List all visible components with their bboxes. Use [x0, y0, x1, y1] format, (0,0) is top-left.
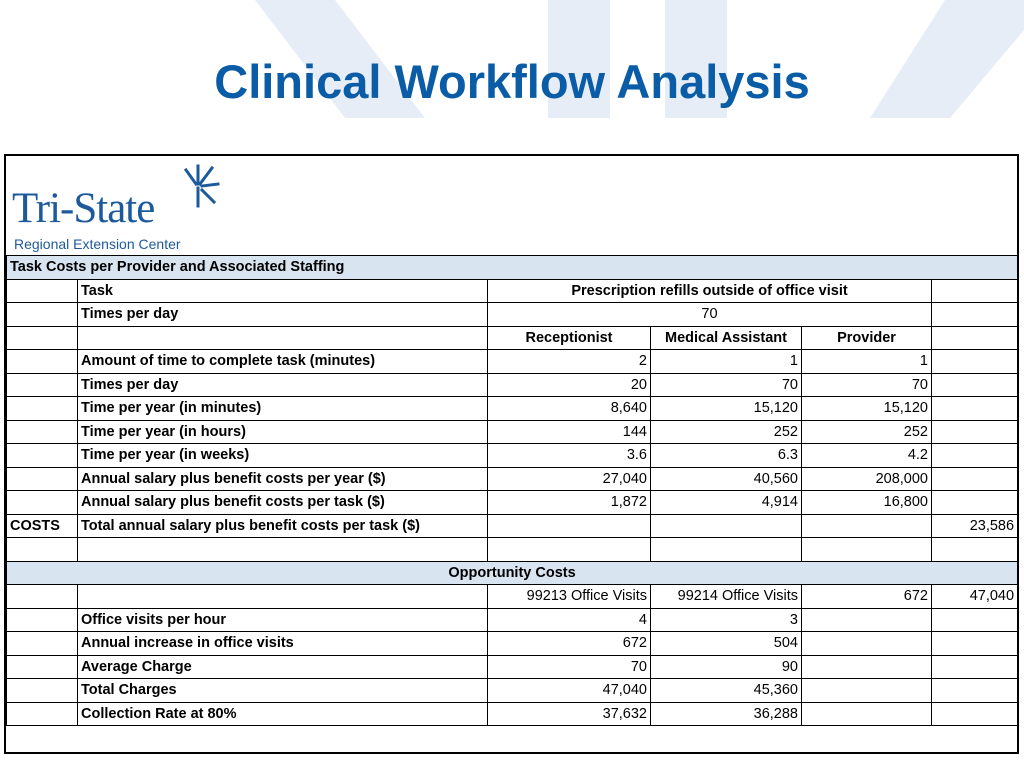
row-label: Total Charges [78, 679, 488, 703]
table-row [7, 655, 1018, 679]
row-label: Time per year (in minutes) [78, 397, 488, 421]
logo-subtitle: Regional Extension Center [14, 236, 181, 252]
cell-value: 6.3 [651, 444, 802, 468]
row-label: Collection Rate at 80% [78, 702, 488, 726]
table-row [7, 608, 1018, 632]
cell-value: 70 [651, 373, 802, 397]
times-per-day-label: Times per day [78, 303, 488, 327]
table-row [7, 467, 1018, 491]
row-label: Office visits per hour [78, 608, 488, 632]
row-label: Annual increase in office visits [78, 632, 488, 656]
table-row [7, 373, 1018, 397]
times-per-day-value: 70 [488, 303, 932, 327]
cell-value: 36,288 [651, 702, 802, 726]
cell-value: 45,360 [651, 679, 802, 703]
table-row [7, 420, 1018, 444]
table-row [7, 632, 1018, 656]
logo-name: Tri-State [12, 185, 155, 232]
role-receptionist: Receptionist [488, 326, 651, 350]
row-label: Time per year (in hours) [78, 420, 488, 444]
starburst-icon [180, 162, 220, 212]
cell-value: 3 [651, 608, 802, 632]
row-label: Annual salary plus benefit costs per year ($) [78, 467, 488, 491]
role-medical-assistant: Medical Assistant [651, 326, 802, 350]
table-row [7, 397, 1018, 421]
table-row [7, 491, 1018, 515]
cell-value: 70 [802, 373, 932, 397]
opportunity-header-row [7, 561, 1018, 585]
table-row [7, 679, 1018, 703]
cell-value: 70 [488, 655, 651, 679]
opportunity-columns-row [7, 585, 1018, 609]
cell-value: 504 [651, 632, 802, 656]
column-99214: 99214 Office Visits [651, 585, 802, 609]
column-99213: 99213 Office Visits [488, 585, 651, 609]
costs-row [7, 514, 1018, 538]
cell-value: 15,120 [802, 397, 932, 421]
role-header-row [7, 326, 1018, 350]
row-label: Annual salary plus benefit costs per task ($) [78, 491, 488, 515]
row-label: Amount of time to complete task (minutes) [78, 350, 488, 374]
row-label: Time per year (in weeks) [78, 444, 488, 468]
cell-value: 252 [802, 420, 932, 444]
task-row [7, 279, 1018, 303]
cost-table [6, 255, 1018, 726]
cell-value: 252 [651, 420, 802, 444]
cell-value: 1 [802, 350, 932, 374]
spreadsheet [4, 154, 1019, 754]
cell-value: 2 [488, 350, 651, 374]
cell-value: 1 [651, 350, 802, 374]
cell-value: 16,800 [802, 491, 932, 515]
column-extra-value: 672 [802, 585, 932, 609]
cell-value: 208,000 [802, 467, 932, 491]
column-total-value: 47,040 [932, 585, 1018, 609]
cell-value: 47,040 [488, 679, 651, 703]
row-label: Times per day [78, 373, 488, 397]
cell-value: 37,632 [488, 702, 651, 726]
cell-value: 40,560 [651, 467, 802, 491]
cell-value: 4.2 [802, 444, 932, 468]
task-value: Prescription refills outside of office visit [488, 279, 932, 303]
costs-label: Total annual salary plus benefit costs per task ($) [78, 514, 488, 538]
table-row [7, 702, 1018, 726]
cell-value: 20 [488, 373, 651, 397]
cell-value: 15,120 [651, 397, 802, 421]
empty-row [7, 538, 1018, 562]
row-label: Average Charge [78, 655, 488, 679]
cell-value: 90 [651, 655, 802, 679]
tri-state-logo [12, 160, 222, 256]
section-header-row [7, 256, 1018, 280]
cell-value: 3.6 [488, 444, 651, 468]
cell-value: 672 [488, 632, 651, 656]
section-header: Task Costs per Provider and Associated Staffing [7, 256, 1018, 280]
task-label: Task [78, 279, 488, 303]
slide-title: Clinical Workflow Analysis [214, 55, 810, 108]
cell-value: 4 [488, 608, 651, 632]
opportunity-header: Opportunity Costs [7, 561, 1018, 585]
cell-value: 1,872 [488, 491, 651, 515]
costs-total: 23,586 [932, 514, 1018, 538]
cell-value: 8,640 [488, 397, 651, 421]
cell-value: 4,914 [651, 491, 802, 515]
times-per-day-row [7, 303, 1018, 327]
costs-tag: COSTS [7, 514, 78, 538]
cell-value: 27,040 [488, 467, 651, 491]
table-row [7, 350, 1018, 374]
role-provider: Provider [802, 326, 932, 350]
table-row [7, 444, 1018, 468]
cell-value: 144 [488, 420, 651, 444]
